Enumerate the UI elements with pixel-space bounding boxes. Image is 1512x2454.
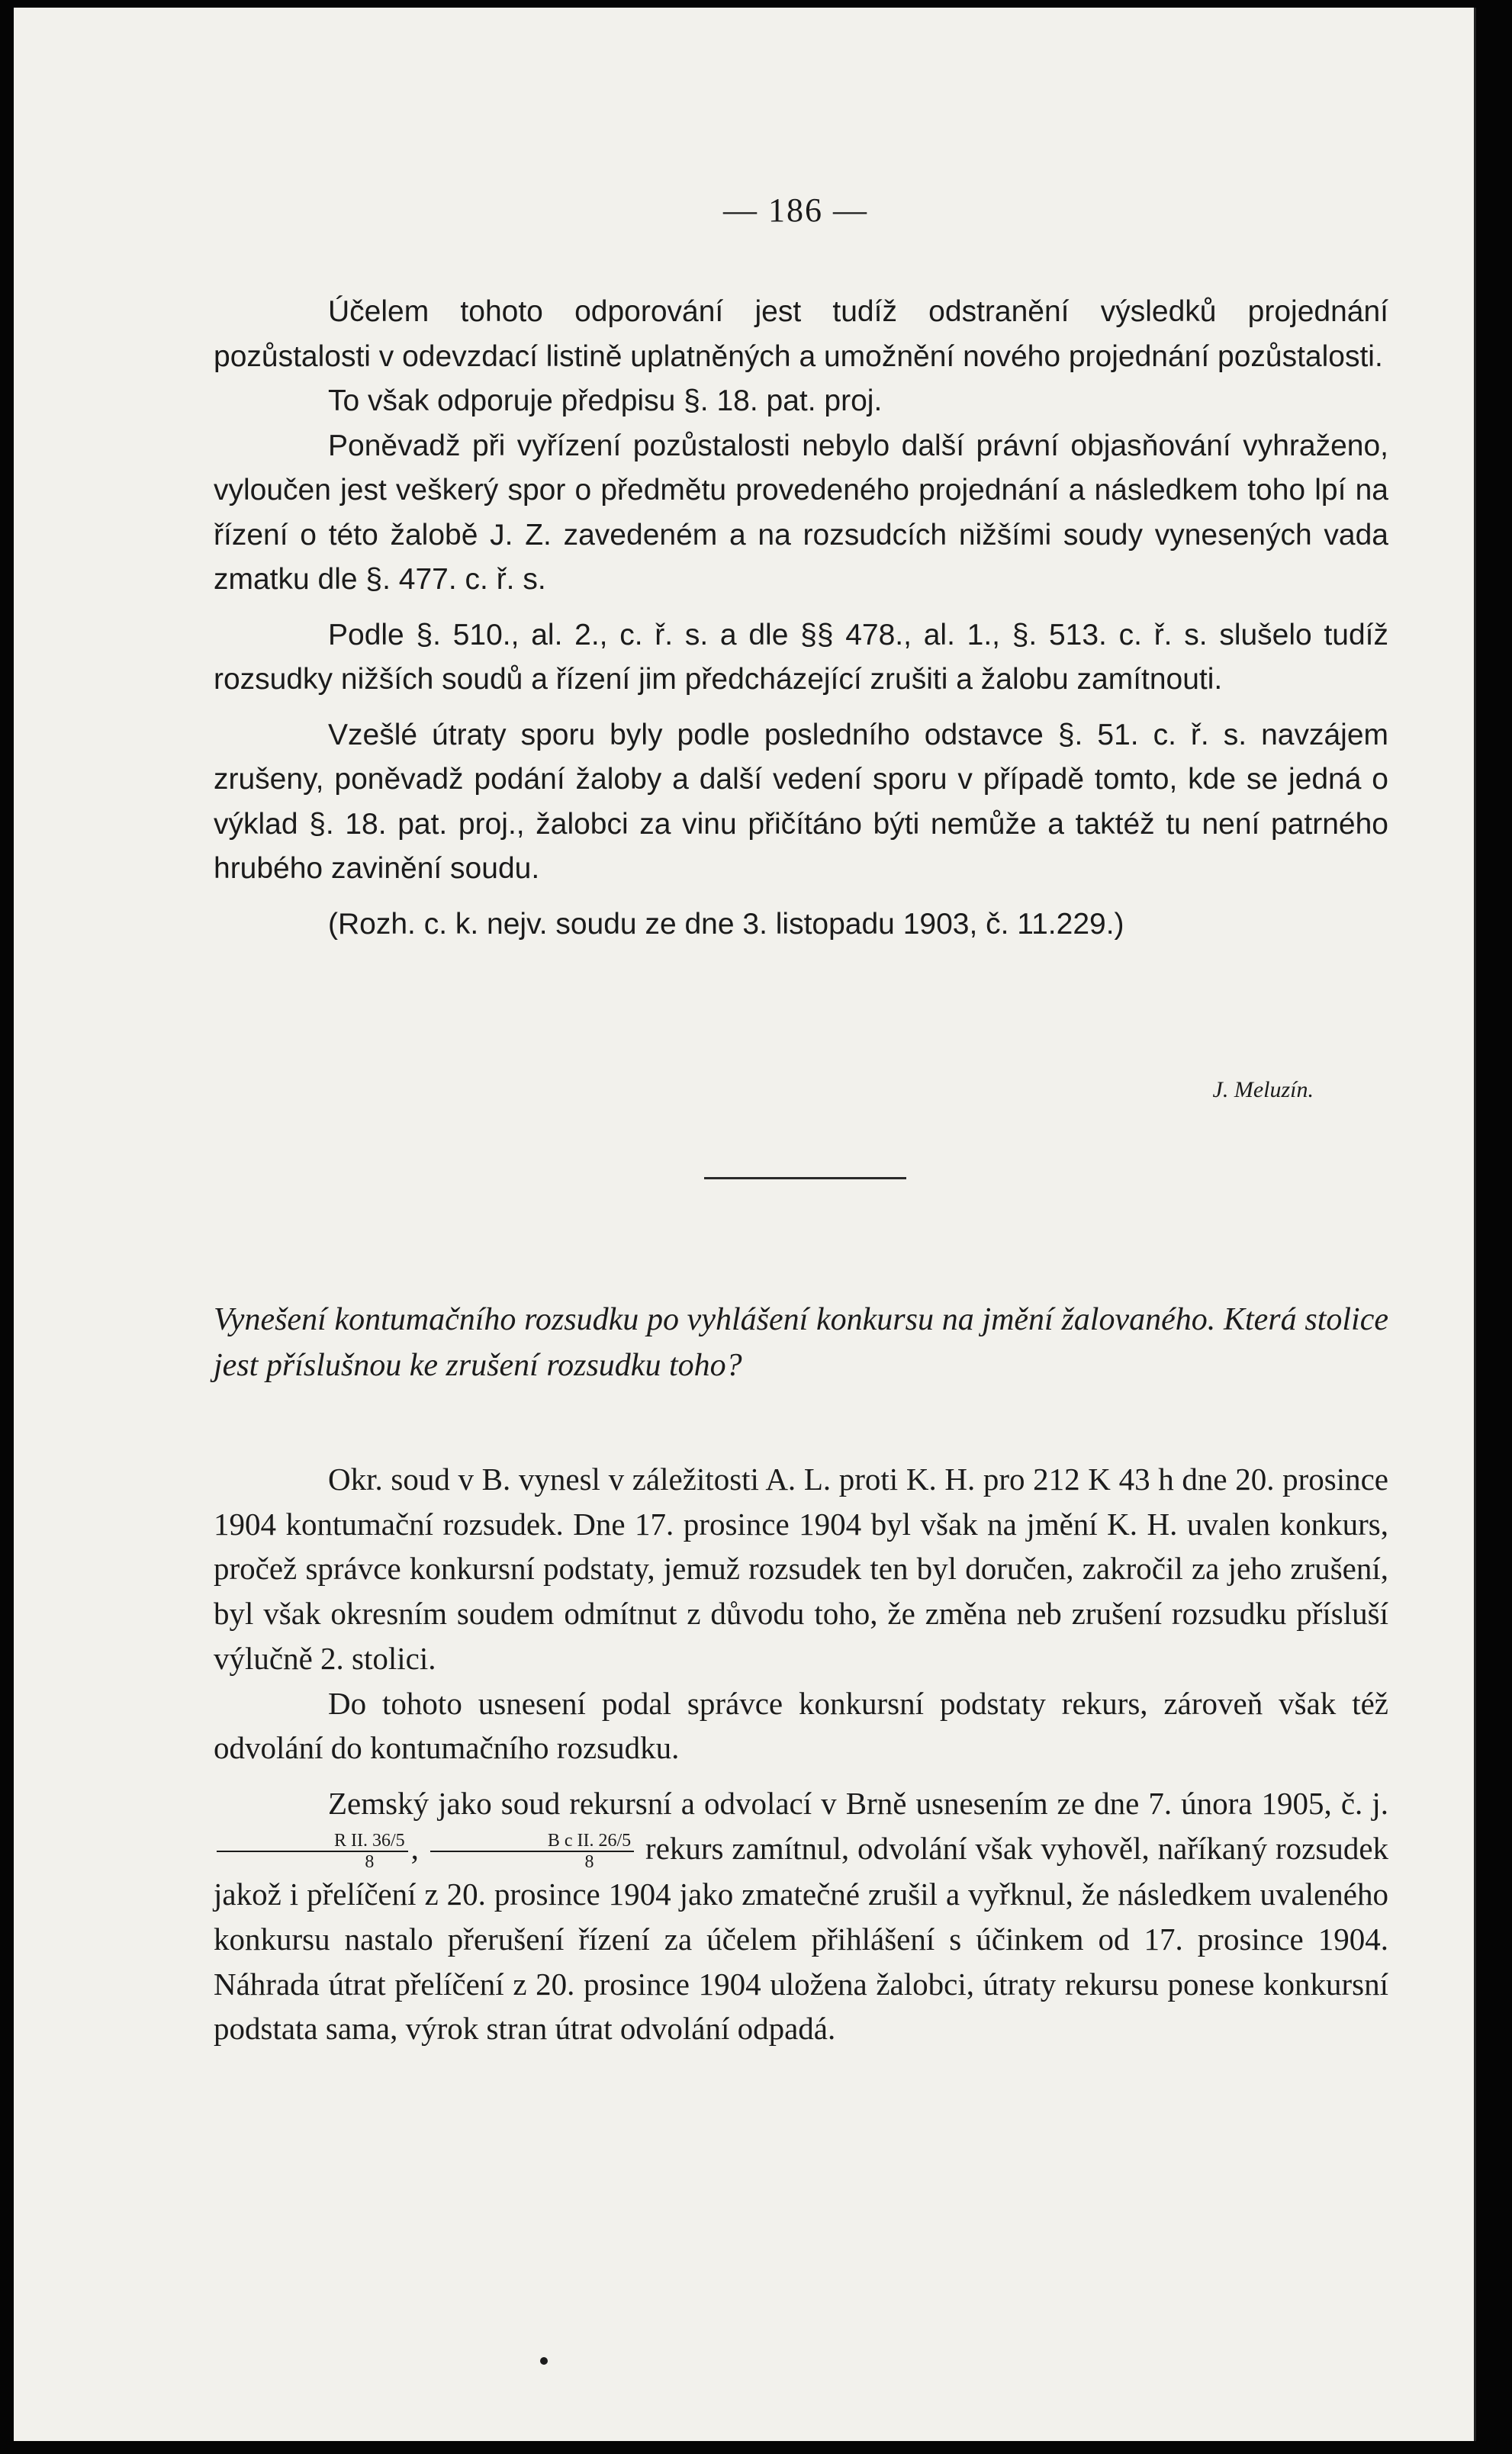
decision-2-body xyxy=(214,1457,1388,2051)
paragraph: Poněvadž při vyřízení pozůstalosti nebylo další právní objasňování vyhraženo, vyloučen jest veškerý spor o předmětu provedeného projednání a následkem toho lpí na řízení o této žalobě J. Z. zavedeném a na rozsudcích nižšími soudy vynesených vada zmatku dle §. 477. c. ř. s. xyxy=(214,429,1388,596)
decision-1-body xyxy=(214,290,1388,947)
paragraph: Zemský jako soud rekursní a odvolací v Brně usnesením ze dne 7. února 1905, č. j. $\frac{\text{R II. 36/5}}{8}$ , $\frac{\text{B c II. 26/5}}{8}$ rekurs zamítnul, odvolání však vyhověl, naříkaný rozsudek jakož i přelíčení z 20. prosince 1904 jako zmatečné zrušil a vyřknul, že následkem uvaleného konkursu nastalo přerušení řízení za účelem přihlášení s účinkem od 17. prosince 1904. Náhrada útrat přelíčení z 20. prosince 1904 uložena žalobci, útraty rekursu ponese konkursní podstata sama, výrok stran útrat odvolání odpadá. xyxy=(214,1785,1389,2047)
court-citation: (Rozh. c. k. nejv. soudu ze dne 3. listopadu 1903, č. 11.229.) xyxy=(328,907,1124,941)
paragraph: Do tohoto usnesení podal správce konkursní podstaty rekurs, zároveň však též odvolání do kontumačního rozsudku. xyxy=(214,1685,1388,1766)
paragraph: Okr. soud v B. vynesl v záležitosti A. L. proti K. H. pro 212 K 43 h dne 20. prosince 1904 kontumační rozsudek. Dne 17. prosince 1904 byl však na jmění K. H. uvalen konkurs, pročež správce konkursní podstaty, jemuž rozsudek ten byl doručen, zakročil za jeho zrušení, byl však okresním soudem odmítnut z důvodu toho, že změna neb zrušení rozsudku přísluší výlučně 2. stolici. xyxy=(214,1462,1388,1676)
page-number: — 186 — xyxy=(723,191,868,229)
paragraph: Vzešlé útraty sporu byly podle posledního odstavce §. 51. c. ř. s. navzájem zrušeny, poněvadž podání žaloby a další vedení sporu v případě tomto, kde se jedná o výklad §. 18. pat. proj., žalobci za vinu přičítáno býti nemůže a taktéž tu není patrného hrubého zavinění soudu. xyxy=(214,718,1388,885)
section-headline: Vynešení kontumačního rozsudku po vyhlášení konkursu na jmění žalovaného. Která stolice jest příslušnou ke zrušení rozsudku toho? xyxy=(214,1302,1388,1383)
signature: J. Meluzín. xyxy=(1212,1077,1314,1102)
book-page xyxy=(14,8,1476,2441)
fraction-numerator: B c II. 26/5 xyxy=(430,1831,634,1852)
paragraph: Podle §. 510., al. 2., c. ř. s. a dle §§ 478., al. 1., §. 513. c. ř. s. slušelo tudíž rozsudky nižších soudů a řízení jim předcházející zrušiti a žalobu zamítnouti. xyxy=(214,618,1388,696)
ink-dot xyxy=(540,2357,548,2365)
case-number-fraction xyxy=(217,1831,408,1872)
paragraph: To však odporuje předpisu §. 18. pat. proj. xyxy=(328,384,883,417)
paragraph-rest: rekurs zamítnul, odvolání však vyhověl, naříkaný rozsudek jakož i přelíčení z 20. prosince 1904 jako zmatečné zrušil a vyřknul, že následkem uvaleného konkursu nastalo přerušení řízení za účelem přihlášení s účinkem od 17. prosince 1904. Náhrada útrat přelíčení z 20. prosince 1904 uložena žalobci, útraty rekursu ponese konkursní podstata sama, výrok stran útrat odvolání odpadá. xyxy=(214,1830,1389,2047)
fraction-denominator: 8 xyxy=(584,1852,594,1873)
case-number-fraction xyxy=(430,1831,634,1872)
section-divider xyxy=(704,1177,906,1179)
paragraph-lead: Zemský jako soud rekursní a odvolací v Brně usnesením ze dne 7. února 1905, č. j. xyxy=(328,1785,1388,1821)
fraction-numerator: R II. 36/5 xyxy=(217,1831,408,1852)
fraction-denominator: 8 xyxy=(365,1852,375,1873)
paragraph: Účelem tohoto odporování jest tudíž odstranění výsledků projednání pozůstalosti v odevzdací listině uplatněných a umožnění nového projednání pozůstalosti. xyxy=(214,295,1388,373)
